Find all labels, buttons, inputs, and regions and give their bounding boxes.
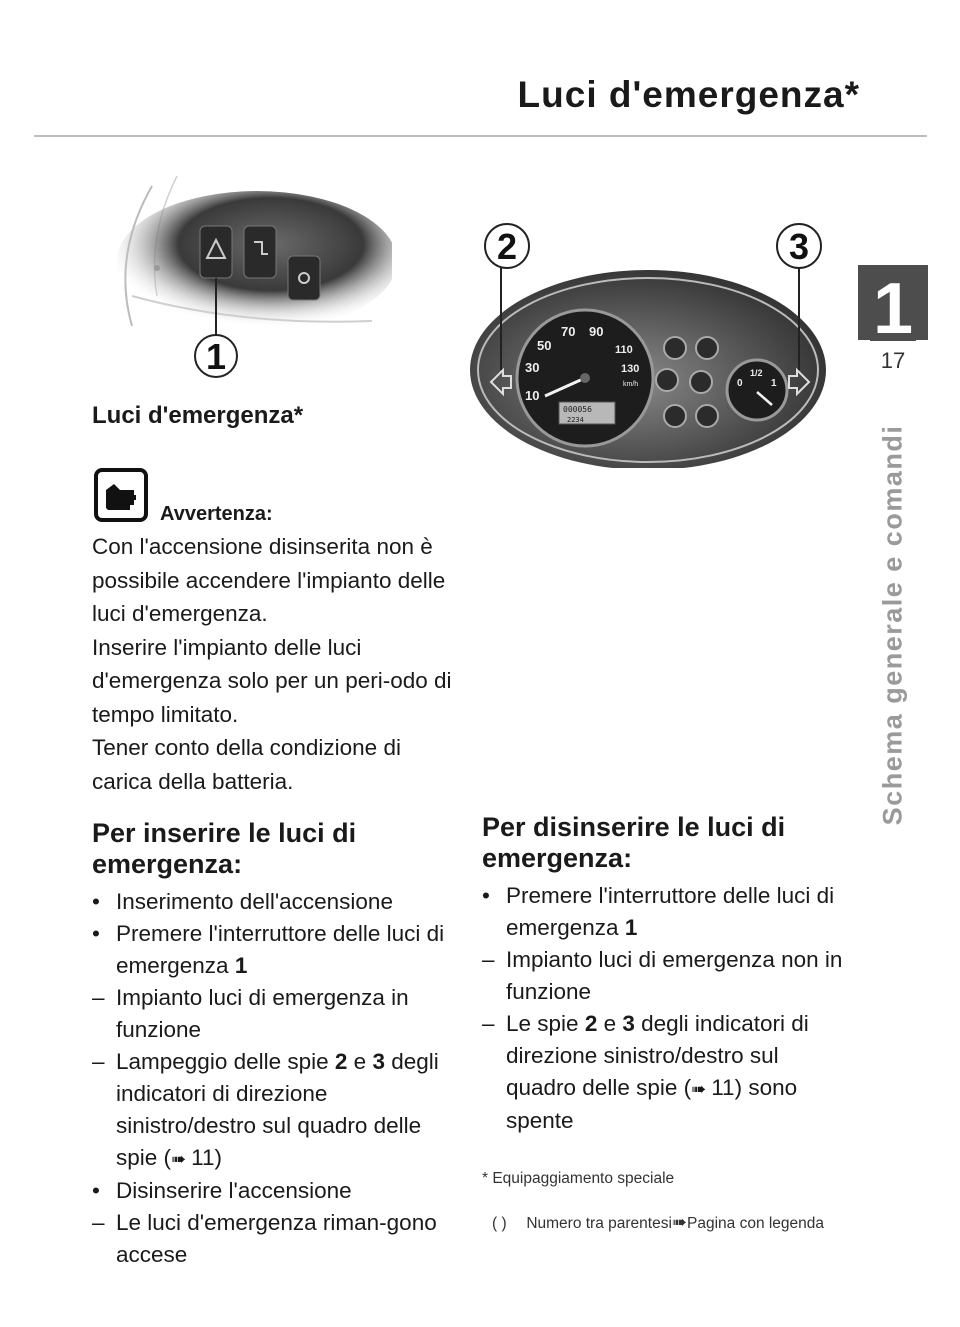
- switch-on-steps: [92, 886, 464, 1271]
- hand-note-icon: [94, 468, 148, 522]
- list-item: – Lampeggio delle spie 2 e 3 degli indicatori di direzione sinistro/destro sul quadro delle spie (➠ 11): [92, 1049, 439, 1170]
- fuel-label: 1: [771, 378, 777, 389]
- speedo-label: 90: [589, 324, 604, 339]
- page-title: Luci d'emergenza*: [517, 74, 860, 115]
- speedo-label: 130: [621, 363, 640, 375]
- page-ref-arrow-icon: ➠: [671, 1212, 687, 1232]
- list-item: – Le luci d'emergenza riman-gono accese: [92, 1210, 437, 1267]
- list-item: – Le spie 2 e 3 degli indicatori di direzione sinistro/destro sul quadro delle spie (➠ 11) sono spente: [482, 1011, 809, 1133]
- speedo-label: 30: [525, 360, 540, 375]
- note-label: Avvertenza:: [160, 503, 273, 525]
- callout-1: 1: [205, 336, 227, 377]
- odometer: 000056: [563, 405, 592, 414]
- section-label: Schema generale e comandi: [877, 424, 908, 826]
- instrument-cluster-photo: [467, 220, 829, 468]
- page-ref-arrow-icon: ➠: [171, 1149, 192, 1169]
- switch-off-steps: [482, 880, 854, 1137]
- fuel-label: 0: [737, 378, 743, 389]
- note-paragraph: Tener conto della condizione di carica della batteria.: [92, 735, 401, 794]
- legend-note: [492, 1207, 852, 1239]
- list-item: • Inserimento dell'accensione: [92, 889, 393, 914]
- switch-off-section: [482, 812, 854, 1137]
- callout-2: 2: [496, 226, 518, 267]
- switch-off-heading: Per disinserire le luci di emergenza:: [482, 812, 786, 873]
- speedo-unit: km/h: [623, 381, 639, 388]
- list-item: • Premere l'interruttore delle luci di emergenza 1: [92, 921, 445, 978]
- page-ref-arrow-icon: ➠: [691, 1079, 712, 1099]
- light-switch-icon: [288, 256, 320, 300]
- list-item: • Disinserire l'accensione: [92, 1178, 352, 1203]
- note-paragraph: Con l'accensione disinserita non è possibile accendere l'impianto delle luci d'emergenza.: [92, 534, 446, 626]
- chapter-number: 1: [872, 269, 914, 349]
- callout-3: 3: [788, 226, 810, 267]
- list-item: – Impianto luci di emergenza in funzione: [92, 985, 409, 1042]
- switch-panel-photo: [92, 176, 392, 396]
- legend-target: Pagina con legenda: [687, 1215, 825, 1232]
- speedo-label: 50: [537, 338, 552, 353]
- note-text: [92, 530, 464, 798]
- speedo-label: 10: [525, 388, 540, 403]
- trip-counter: 2234: [567, 416, 584, 424]
- seat-heater-switch-icon: [244, 226, 276, 278]
- title-divider: [34, 135, 927, 137]
- legend-paren: ( ): [492, 1215, 507, 1232]
- section-heading: Luci d'emergenza*: [92, 402, 304, 429]
- note-paragraph: Inserire l'impianto delle luci d'emergenza solo per un peri-odo di tempo limitato.: [92, 634, 452, 727]
- list-item: • Premere l'interruttore delle luci di emergenza 1: [482, 883, 835, 940]
- page-number: 17: [880, 348, 906, 373]
- switch-on-section: [92, 818, 464, 1271]
- footnote: * Equipaggiamento speciale: [482, 1170, 675, 1187]
- fuel-label: 1/2: [750, 368, 763, 378]
- legend-text: Numero tra parentesi: [526, 1215, 672, 1232]
- speedo-label: 110: [615, 344, 633, 356]
- hazard-switch-icon: [200, 226, 232, 278]
- list-item: – Impianto luci di emergenza non in funzione: [482, 947, 843, 1004]
- switch-on-heading: Per inserire le luci di emergenza:: [92, 818, 357, 879]
- speedo-label: 70: [561, 324, 576, 339]
